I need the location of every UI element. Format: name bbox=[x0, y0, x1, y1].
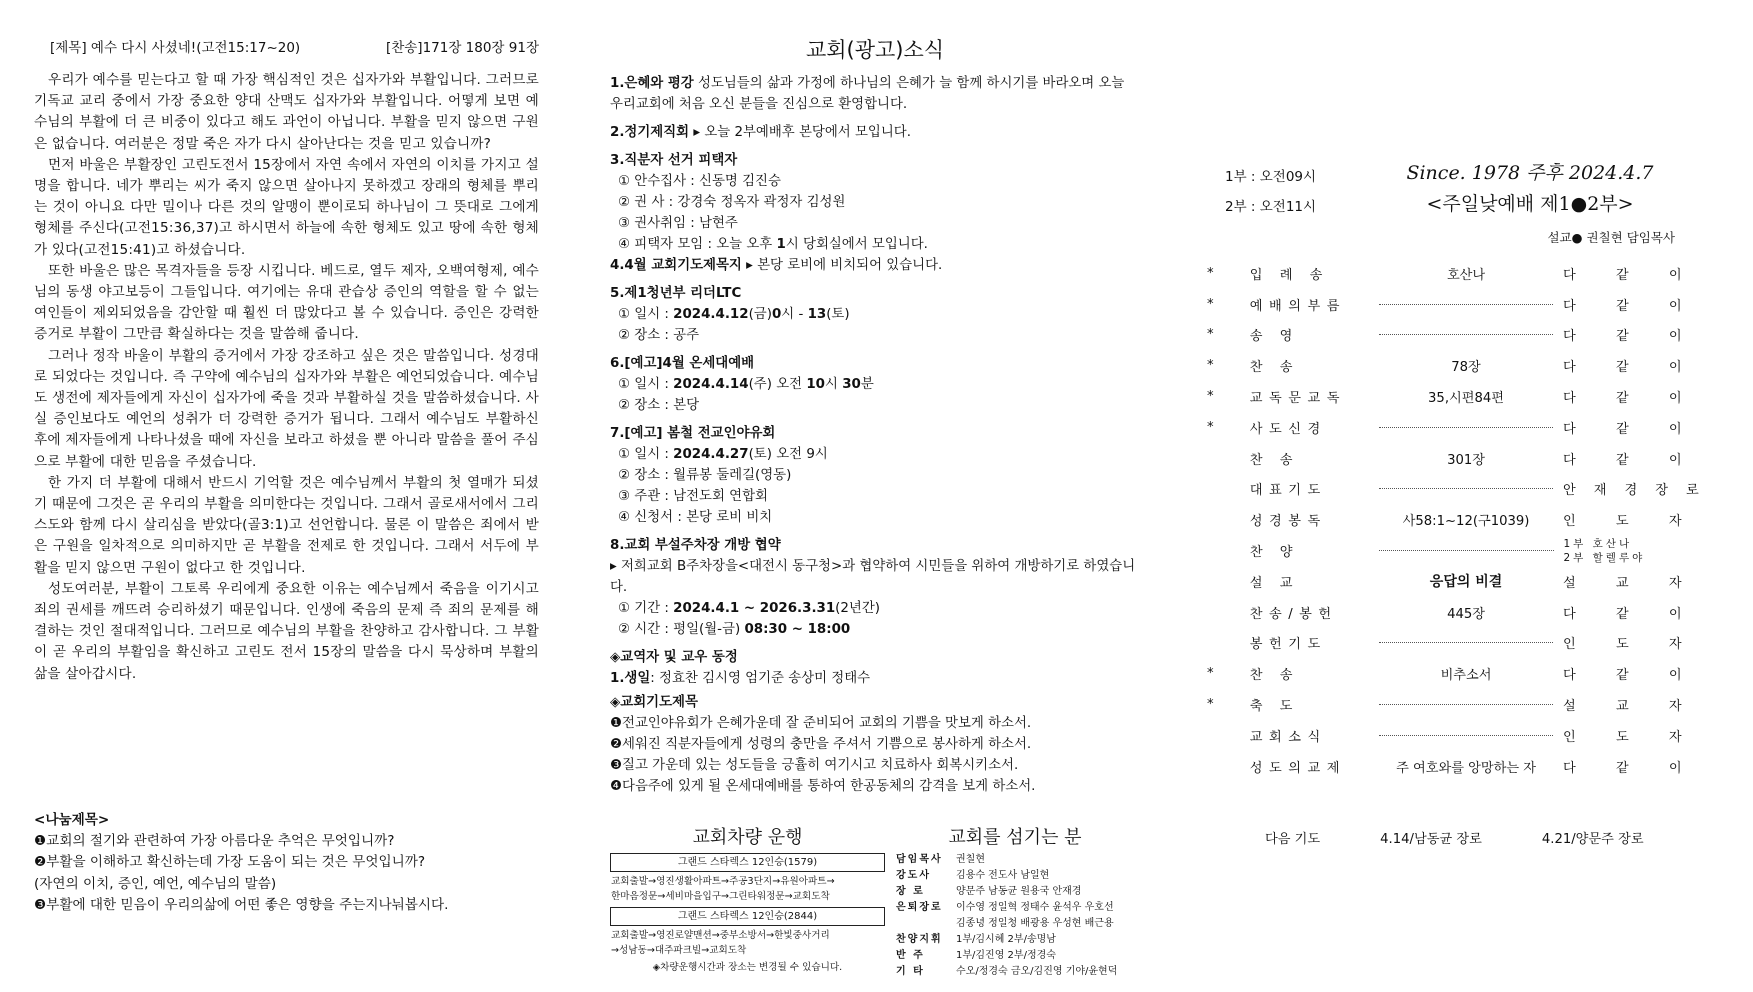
order-leader: 다 같 이 bbox=[1563, 360, 1700, 376]
order-row bbox=[1205, 720, 1700, 751]
staff-row bbox=[890, 868, 1140, 884]
sharing-item: (자연의 이치, 증인, 예언, 예수님의 말씀) bbox=[34, 875, 277, 892]
news-subitem-text: (토) bbox=[826, 307, 850, 322]
order-row bbox=[1205, 658, 1700, 689]
news-item-7 bbox=[610, 423, 1140, 528]
staff-row bbox=[890, 916, 1140, 932]
staff-names: 1부/김시혜 2부/송명남 bbox=[956, 934, 1056, 945]
route-line: 한마음정문→세비마을입구→그린타워정문→교회도착 bbox=[611, 891, 830, 902]
news-heading: 1.은혜와 평강 bbox=[610, 76, 694, 91]
service-time-2: 2부 : 오전11시 bbox=[1225, 199, 1317, 215]
news-subitem-bold: 2024.4.12 bbox=[673, 307, 749, 322]
news-item-1 bbox=[610, 73, 1140, 115]
news-subitem-bold: 2024.4.14 bbox=[673, 377, 749, 392]
news-subitem bbox=[610, 234, 1140, 255]
staff-names: 김종녕 정일청 배광용 우성현 배근용 bbox=[956, 918, 1114, 929]
order-dotted-line bbox=[1379, 427, 1553, 428]
staff-row bbox=[890, 884, 1140, 900]
vehicle-note: ◈차량운행시간과 장소는 변경될 수 있습니다. bbox=[652, 962, 843, 973]
news-subitem-text: (주) 오전 bbox=[748, 377, 807, 392]
sharing-item: ❸부활에 대한 믿음이 우리의삶에 어떤 좋은 영향을 주는지나눠봅시다. bbox=[34, 896, 449, 913]
staff-row bbox=[890, 932, 1140, 948]
vehicle-box: 그랜드 스타렉스 12인승(2844) bbox=[610, 907, 885, 926]
order-name: 송 영 bbox=[1249, 329, 1299, 345]
route-line: 교회출발→영진생활아파트→주공3단지→유원아파트→ bbox=[611, 876, 835, 887]
service-time-1: 1부 : 오전09시 bbox=[1225, 169, 1317, 185]
staff-birthday bbox=[610, 668, 1140, 689]
order-row bbox=[1205, 535, 1675, 566]
staff-role: 반 주 bbox=[896, 950, 925, 961]
since-date: Since. 1978 주후 2024.4.7 bbox=[1406, 162, 1654, 184]
staff-role: 찬양지휘 bbox=[896, 934, 943, 945]
order-content: 301장 bbox=[1447, 452, 1485, 468]
order-star: * bbox=[1207, 265, 1214, 281]
news-heading: 6.[예고]4월 온세대예배 bbox=[610, 356, 755, 371]
sermon-paragraph: 성도여러분, 부활이 그토록 우리에게 중요한 이유는 예수님께서 죽음을 이기시고 죄의 권세를 깨뜨려 승리하셨기 때문입니다. 인생에 죽음의 문제 즉 죄의 문제를 해결하는 것인 절대적입니다. 그러므로 예수님의 부활을 찬양하고 감사합니다. 그 부활이 곧 우리의 부활임을 확신하고 고린도 전서 15장의 말씀을 다시 묵상하며 부활의 삶을 살아갑시다. bbox=[34, 580, 539, 682]
order-leader: 다 같 이 bbox=[1563, 298, 1700, 314]
vehicle-schedule bbox=[610, 827, 885, 975]
sermon-paragraph: 먼저 바울은 부활장인 고린도전서 15장에서 자연 속에서 자연의 이치를 가지고 설명을 합니다. 네가 뿌리는 씨가 죽지 않으면 살아나지 못하겠고 장래의 형체를 뿌리는 것이 아니요 다만 밀이나 다른 것의 알맹이 뿐이로되 하나님이 그 뜻대로 그에게 형체를 주신다(고전15:36,37)고 하시면서 하늘에 속한 형체도 있고 땅에 속한 형체가 있다(고전15:41)고 하셨습니다. bbox=[34, 156, 539, 258]
order-row bbox=[1205, 504, 1700, 535]
order-name: 찬 송 bbox=[1249, 668, 1299, 684]
sermon-paragraph: 한 가지 더 부활에 대해서 반드시 기억할 것은 예수님께서 부활의 첫 열매가 되셨기 때문에 그것은 곧 우리의 부활을 의미한다는 것입니다. 그래서 골로새서에서 그리스도와 함께 다시 살리심을 받았다(골3:1)고 선언합니다. 물론 이 말씀은 죄에서 받은 구원을 일차적으로 의미하지만 곧 부활을 전제로 한 것입니다. 그래서 서두에 부활을 믿지 않으면 구원이 없다고 한 것입니다. bbox=[34, 474, 539, 576]
news-subitem bbox=[610, 619, 1140, 640]
order-name: 설 교 bbox=[1249, 575, 1299, 591]
news-subitem-bold: 08:30 ~ 18:00 bbox=[744, 622, 851, 637]
staff-role: 담임목사 bbox=[896, 854, 943, 865]
sharing-topics bbox=[34, 810, 539, 916]
vehicle-title: 교회차량 운행 bbox=[692, 827, 803, 848]
order-leader: 다 같 이 bbox=[1563, 267, 1700, 283]
staff-news bbox=[610, 647, 1140, 689]
staff-names: 권칠현 bbox=[956, 854, 985, 865]
preacher: 설교● 권칠현 담임목사 bbox=[1547, 230, 1675, 245]
order-star: * bbox=[1207, 327, 1214, 343]
news-item-8 bbox=[610, 535, 1140, 640]
order-dotted-line bbox=[1379, 704, 1553, 705]
worship-order bbox=[1205, 258, 1717, 782]
staff-names: 김용수 전도사 남일현 bbox=[956, 870, 1050, 881]
order-row bbox=[1205, 258, 1700, 289]
news-subitem-text: ① 일시 : bbox=[618, 307, 674, 322]
news-subitem-text: ④ 피택자 모임 : 오늘 오후 bbox=[618, 237, 777, 252]
order-star: * bbox=[1207, 666, 1214, 682]
order-leader: 설 교 자 bbox=[1563, 575, 1700, 591]
staff-role: 강도사 bbox=[896, 870, 931, 881]
order-row bbox=[1205, 566, 1700, 597]
staff-birthday-names: : 정효찬 김시영 엄기준 송상미 정태수 bbox=[650, 671, 871, 686]
news-subitem-text: (금) bbox=[748, 307, 772, 322]
news-heading: 7.[예고] 봄철 전교인야유회 bbox=[610, 426, 776, 441]
order-name: 교독문교독 bbox=[1249, 391, 1346, 407]
route-line: 교회출발→영진로얄맨션→중부소방서→한빛중사거리 bbox=[611, 930, 830, 941]
news-subitem: ① 안수집사 : 신동명 김진승 bbox=[618, 174, 781, 189]
news-subitem-bold: 2024.4.27 bbox=[673, 447, 749, 462]
sharing-item: ❷부활을 이해하고 확신하는데 가장 도움이 되는 것은 무엇입니까? bbox=[34, 854, 426, 871]
sermon-paragraph: 우리가 예수를 믿는다고 할 때 가장 핵심적인 것은 십자가와 부활입니다. 그러므로 기독교 교리 중에서 가장 중요한 양대 산맥도 십자가와 부활입니다. 어떻게 보면 예수님의 부활에 더 큰 비중이 있다고 해도 과언이 아닙니다. 부활을 믿지 않으면 구원은 없습니다. 여러분은 정말 죽은 자가 다시 살아난다는 것을 믿고 있습니까? bbox=[34, 72, 539, 152]
staff-role: 은퇴장로 bbox=[896, 902, 943, 913]
news-subitem: ④ 신청서 : 본당 로비 비치 bbox=[618, 510, 773, 525]
news-subitem: ② 권 사 : 강경숙 정옥자 곽정자 김성원 bbox=[618, 195, 846, 210]
news-subitem bbox=[610, 598, 1140, 619]
order-name: 축 도 bbox=[1249, 699, 1299, 715]
news-subitem bbox=[610, 304, 1140, 325]
order-dotted-line bbox=[1379, 334, 1553, 335]
news-text: ▸ 본당 로비에 비치되어 있습니다. bbox=[741, 258, 943, 273]
news-item-4 bbox=[610, 255, 1140, 276]
order-dotted-line bbox=[1379, 550, 1553, 551]
order-star: * bbox=[1207, 358, 1214, 374]
prayer-item: ❹다음주에 있게 될 온세대예배를 통하여 한공동체의 감격을 보게 하소서. bbox=[610, 779, 1036, 794]
order-name: 찬송/봉헌 bbox=[1249, 606, 1338, 622]
staff-names: 1부/김진영 2부/정경숙 bbox=[956, 950, 1056, 961]
order-star: * bbox=[1207, 697, 1214, 713]
news-text: ▸ 오늘 2부예배후 본당에서 모입니다. bbox=[689, 125, 911, 140]
order-name: 찬 양 bbox=[1249, 545, 1299, 561]
news-text: 성도님들의 삶과 가정에 하나님의 은혜가 늘 함께 하시기를 바라오며 오늘 우리교회에 처음 오신 분들을 진심으로 환영합니다. bbox=[610, 76, 1125, 112]
news-subitem-text: (2년간) bbox=[835, 601, 881, 616]
order-leader: 다 같 이 bbox=[1563, 452, 1700, 468]
staff-role bbox=[890, 916, 956, 932]
news-subitem bbox=[610, 444, 1140, 465]
news-title: 교회(광고)소식 bbox=[805, 38, 945, 62]
news-subitem-bold: 0 bbox=[771, 307, 782, 322]
order-name: 대표기도 bbox=[1249, 483, 1327, 499]
order-leader: 다 같 이 bbox=[1563, 760, 1700, 776]
order-row bbox=[1205, 320, 1700, 351]
order-dotted-line bbox=[1379, 642, 1553, 643]
prayer-item: ❸질고 가운데 있는 성도들을 긍휼히 여기시고 치료하사 회복시키소서. bbox=[610, 758, 1019, 773]
order-content: 445장 bbox=[1447, 606, 1485, 622]
news-subitem: ② 장소 : 월류봉 둘레길(영동) bbox=[618, 468, 792, 483]
order-star: * bbox=[1207, 419, 1214, 435]
order-star: * bbox=[1207, 389, 1214, 405]
news-subitem-text: ② 시간 : 평일(월-금) bbox=[618, 622, 745, 637]
prayer-item: ❶전교인야유회가 은혜가운데 잘 준비되어 교회의 기쁨을 맛보게 하소서. bbox=[610, 716, 1032, 731]
order-row bbox=[1205, 689, 1700, 720]
order-leader: 설 교 자 bbox=[1563, 699, 1700, 715]
news-item-5 bbox=[610, 283, 1140, 346]
order-leader: 다 같 이 bbox=[1563, 668, 1700, 684]
order-row bbox=[1205, 751, 1700, 782]
order-leader: 다 같 이 bbox=[1563, 329, 1700, 345]
news-heading: 5.제1청년부 리더LTC bbox=[610, 286, 742, 301]
order-name: 찬 송 bbox=[1249, 360, 1299, 376]
order-name: 찬 송 bbox=[1249, 452, 1299, 468]
order-dotted-line bbox=[1379, 304, 1553, 305]
news-subitem-text: 분 bbox=[860, 377, 874, 392]
staff-row bbox=[890, 900, 1140, 916]
sermon-title: [제목] 예수 다시 사셨네!(고전15:17~20) bbox=[50, 40, 301, 56]
news-subitem-bold: 30 bbox=[842, 377, 861, 392]
order-row bbox=[1205, 289, 1700, 320]
news-subitem-text: 시 - bbox=[781, 307, 808, 322]
order-row bbox=[1205, 381, 1700, 412]
next-prayer-item: 4.14/남동균 장로 bbox=[1380, 832, 1482, 847]
church-staff bbox=[890, 827, 1140, 980]
order-content: 사58:1~12(구1039) bbox=[1402, 514, 1530, 530]
order-row bbox=[1205, 474, 1717, 505]
sharing-title: <나눔제목> bbox=[34, 812, 110, 828]
sermon-body bbox=[34, 70, 539, 685]
news-subitem: ② 장소 : 공주 bbox=[618, 328, 700, 343]
staff-names: 수오/정경숙 금오/김진영 기야/윤현덕 bbox=[956, 966, 1118, 977]
vehicle-box: 그랜드 스타렉스 12인승(1579) bbox=[610, 853, 885, 872]
news-heading: 2.정기제직회 bbox=[610, 125, 690, 140]
order-name: 성도의교제 bbox=[1249, 760, 1346, 776]
order-content: 78장 bbox=[1451, 360, 1481, 376]
order-leader: 다 같 이 bbox=[1563, 391, 1700, 407]
news-heading: 8.교회 부설주차장 개방 협약 bbox=[610, 538, 781, 553]
order-name: 예배의부름 bbox=[1249, 298, 1346, 314]
order-name: 교회소식 bbox=[1249, 729, 1327, 745]
news-subitem: ③ 권사취임 : 남현주 bbox=[618, 216, 738, 231]
news-subitem-text: ① 기간 : bbox=[618, 601, 674, 616]
staff-title: 교회를 섬기는 분 bbox=[948, 827, 1082, 848]
staff-names: 이수영 정일혁 정태수 윤석우 우호선 bbox=[956, 902, 1114, 913]
staff-row bbox=[890, 948, 1140, 964]
prayer-heading: ◈교회기도제목 bbox=[610, 695, 698, 710]
order-name: 성경봉독 bbox=[1249, 514, 1327, 530]
order-row bbox=[1205, 628, 1700, 659]
order-name: 봉헌기도 bbox=[1249, 637, 1327, 653]
order-leader: 안재경장로 bbox=[1563, 483, 1717, 499]
news-list bbox=[610, 73, 1140, 804]
news-heading: 3.직분자 선거 피택자 bbox=[610, 153, 738, 168]
worship-name: <주일낮예배 제1●2부> bbox=[1426, 193, 1634, 215]
next-prayer-label: 다음 기도 bbox=[1265, 832, 1321, 847]
order-leader: 1부 호산나 2부 할렐루야 bbox=[1563, 537, 1646, 564]
news-item-6 bbox=[610, 353, 1140, 416]
news-subitem-bold: 10 bbox=[806, 377, 825, 392]
staff-role: 장 로 bbox=[896, 886, 925, 897]
service-times bbox=[1225, 162, 1316, 222]
sermon-paragraph: 그러나 정작 바울이 부활의 증거에서 가장 강조하고 싶은 것은 말씀입니다. 성경대로 되었다는 것입니다. 즉 구약에 예수님의 십자가와 부활은 예언되었습니다. 예수님도 생전에 제자들에게 자신이 십자가에 죽을 것과 부활하실 것을 말씀하셨습니다. 사실 증인보다도 예언의 성취가 더 강력한 증거가 됩니다. 그래서 예수님도 부활하신 후에 제자들에게 나타나셨을 때에 자신을 보라고 하셨을 뿐 아니라 말씀을 풀어 주심으로 부활에 대한 믿음을 주셨습니다. bbox=[34, 347, 539, 470]
staff-row bbox=[890, 964, 1140, 980]
order-dotted-line bbox=[1379, 735, 1553, 736]
sermon-header bbox=[50, 36, 539, 56]
order-leader: 다 같 이 bbox=[1563, 421, 1700, 437]
news-heading: 4.4월 교회기도제목지 bbox=[610, 258, 742, 273]
order-star: * bbox=[1207, 296, 1214, 312]
news-subitem: ② 장소 : 본당 bbox=[618, 398, 700, 413]
next-prayer-item: 4.21/양문주 장로 bbox=[1541, 832, 1644, 847]
sharing-item: ❶교회의 절기와 관련하여 가장 아름다운 추억은 무엇입니까? bbox=[34, 833, 395, 850]
news-item-2 bbox=[610, 122, 1140, 143]
news-subitem-bold: 1 bbox=[776, 237, 786, 252]
order-content: 비추소서 bbox=[1440, 668, 1492, 684]
news-subitem-text: 시 bbox=[824, 377, 843, 392]
order-row bbox=[1205, 443, 1700, 474]
order-content: 호산나 bbox=[1446, 267, 1486, 283]
prayer-topics bbox=[610, 692, 1140, 797]
sermon-paragraph: 또한 바울은 많은 목격자들을 등장 시킵니다. 베드로, 열두 제자, 오백여형제, 예수님의 동생 야고보등이 그들입니다. 여기에는 유대 관습상 증인의 역할을 할 수 없는 여인들이 제외되었음을 감안할 때 훨씬 더 많았다고 볼 수 있습니다. 증인은 강력한 증거로 부활이 그만큼 확실하다는 것을 말씀해 줍니다. bbox=[34, 262, 539, 343]
news-subitem-text: 시 당회실에서 모입니다. bbox=[785, 237, 928, 252]
news-text: ▸ 저희교회 B주차장을<대전시 동구청>과 협약하여 시민들을 위하여 개방하기로 하였습니다. bbox=[610, 559, 1136, 595]
order-leader: 인 도 자 bbox=[1563, 729, 1700, 745]
news-subitem-text: ① 일시 : bbox=[618, 377, 674, 392]
next-prayer bbox=[1265, 828, 1675, 847]
staff-row bbox=[890, 852, 1140, 868]
order-row bbox=[1205, 350, 1700, 381]
staff-names: 양문주 남동균 원용국 안재경 bbox=[956, 886, 1082, 897]
route-line: →성남동→대주파크빌→교회도착 bbox=[611, 945, 747, 956]
news-item-3 bbox=[610, 150, 1140, 276]
order-row bbox=[1205, 597, 1700, 628]
prayer-item: ❷세워진 직분자들에게 성령의 충만을 주셔서 기쁨으로 봉사하게 하소서. bbox=[610, 737, 1032, 752]
staff-role: 기 타 bbox=[896, 966, 925, 977]
news-subitem-bold: 2024.4.1 ~ 2026.3.31 bbox=[673, 601, 836, 616]
sermon-hymns: [찬송]171장 180장 91장 bbox=[385, 40, 539, 56]
order-name: 입 례 송 bbox=[1249, 267, 1329, 283]
order-leader: 인 도 자 bbox=[1563, 637, 1700, 653]
news-subitem-text: (토) 오전 9시 bbox=[748, 447, 828, 462]
order-content: 응답의 비결 bbox=[1429, 574, 1503, 591]
staff-heading: ◈교역자 및 교우 동정 bbox=[610, 650, 738, 665]
order-name: 사도신경 bbox=[1249, 421, 1327, 437]
order-row bbox=[1205, 412, 1700, 443]
order-dotted-line bbox=[1379, 488, 1553, 489]
news-subitem-text: ① 일시 : bbox=[618, 447, 674, 462]
order-content: 35,시편84편 bbox=[1428, 391, 1505, 407]
news-subitem: ③ 주관 : 남전도회 연합회 bbox=[618, 489, 768, 504]
staff-birthday-label: 1.생일 bbox=[610, 671, 651, 686]
order-leader: 인 도 자 bbox=[1563, 514, 1700, 530]
news-subitem bbox=[610, 374, 1140, 395]
order-content: 주 여호와를 앙망하는 자 bbox=[1396, 760, 1537, 776]
order-leader: 다 같 이 bbox=[1563, 606, 1700, 622]
news-subitem-bold: 13 bbox=[807, 307, 827, 322]
